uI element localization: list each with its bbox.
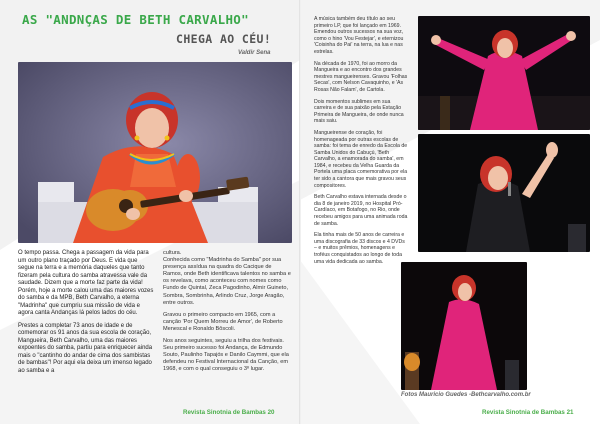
footer-right xyxy=(482,409,574,416)
page-number-left: 20 xyxy=(267,409,275,416)
paragraph: A música também deu título ao seu primeiro LP, que foi lançado em 1969. Emendou outros sucessos na sua voz, como o hino 'Vou Festejar', e eternizou 'Coisinha do Pai' na terra, na lua e nas estrelas. xyxy=(314,16,404,55)
paragraph: Conhecida como "Madrinha do Samba" por sua presença assídua na quadra do Cacique de Ramos, onde Beth identificava talentos no samba e os revelava, como aconteceu com nomes como Fundo de Quintal, Zeca Pagodinho, Almir Guineto, Sombra, Sombrinha, Arlindo Cruz, Jorge Aragão, entre outros. xyxy=(163,257,291,306)
paragraph: Mangueirense de coração, foi homenageada por outras escolas de samba: foi tema de enredo da Escola de Samba Unidos do Cabuçú, 'Beth Carvalho, a enamorada do samba', em 1984, e recebeu da Velha Guarda da Portela uma placa comemorativa por ela ter sido a cantora que mais gravou seus compositores. xyxy=(314,129,408,189)
concert-photo-1 xyxy=(418,16,590,130)
footer-magazine-name: Revista Sinotnia de Bambas xyxy=(183,409,266,416)
text-column-3 xyxy=(314,16,408,270)
paragraph: Gravou o primeiro compacto em 1965, com a canção 'Por Quem Morreu de Amor', de Roberto Menescal e Ronaldo Bôscoli. xyxy=(163,311,283,332)
article-title-line2: CHEGA AO CÉU! xyxy=(176,32,272,46)
paragraph: Beth Carvalho estava internada desde o dia 8 de janeiro 2019, no Hospital Pró-Cardíaco, em Botafogo, no Rio, onde recebeu amigos para uma animada roda de samba. xyxy=(314,194,408,227)
singer-with-guitar-image xyxy=(18,62,292,243)
text-column-1 xyxy=(18,250,155,380)
text-column-2 xyxy=(163,250,291,379)
photo-credit: Fotos Mauricio Guedes -Bethcarvalho.com.br xyxy=(401,392,531,398)
singer-in-pink-dress-image xyxy=(401,262,527,390)
paragraph: Ela tinha mais de 50 anos de carreira e uma discografia de 33 discos e 4 DVDs – e muitos prêmios, homenagens e troféus conquistados ao longo de toda uma vida dedicada ao samba. xyxy=(314,232,405,265)
paragraph: Prestes a completar 73 anos de idade e de comemorar os 91 anos da sua escola de coração, Mangueira, Beth Carvalho, uma das maiores expoentes do samba, partiu para enriquecer ainda mais o "cantinho do andar de cima dos sambistas de bambas"! Por aqui ela deixa um imenso legado ao samba e a xyxy=(18,322,153,374)
paragraph: Dois momentos sublimes em sua carreira e de sua paixão pela Estação Primeira de Mangueira, de onde nunca mais saiu. xyxy=(314,98,404,125)
paragraph: Na década de 1970, foi ao morro da Mangueira e ao encontro dos grandes mestres mangueirenses. Gravou 'Folhas Secas', com Nelson Cavaquinho, e 'As Rosas Não Falam', de Cartola. xyxy=(314,60,408,93)
main-photo xyxy=(18,62,292,243)
paragraph: cultura. xyxy=(163,250,182,256)
page-fold xyxy=(299,0,301,424)
page-number-right: 21 xyxy=(566,409,574,416)
singer-arms-raised-image xyxy=(418,16,590,130)
paragraph: O tempo passa. Chega a passagem da vida para um outro plano traçado por Deus. E vida que segue na terra e a memória daqueles que tanto fizeram pela cultura do samba atravessa vale da saudade. Dizem que a morte faz parte da vida! Porém, hoje a morte calou uma das maiores vozes do samba e da MPB, Beth Carvalho, a eterna "Madrinha" que cumpriu sua missão de vida e agora canta Andanças lá pelos lados do céu. xyxy=(18,250,154,316)
singer-with-microphone-image xyxy=(418,134,590,252)
article-title-line1: AS "ANDNÇAS DE BETH CARVALHO" xyxy=(22,12,249,27)
concert-photo-3 xyxy=(401,262,527,390)
byline: Valdir Sena xyxy=(238,50,271,56)
paragraph: Nos anos seguintes, seguiu a trilha dos festivais. Seu primeiro sucesso foi Andança, de Edmundo Souto, Paulinho Tapajós e Danilo Caymmi, que ela defendeu no Festival Internacional da Canção, em 1968, e com o qual conseguiu o 3º lugar. xyxy=(163,338,289,373)
footer-left xyxy=(183,409,275,416)
footer-magazine-name: Revista Sinotnia de Bambas xyxy=(482,409,565,416)
concert-photo-2 xyxy=(418,134,590,252)
